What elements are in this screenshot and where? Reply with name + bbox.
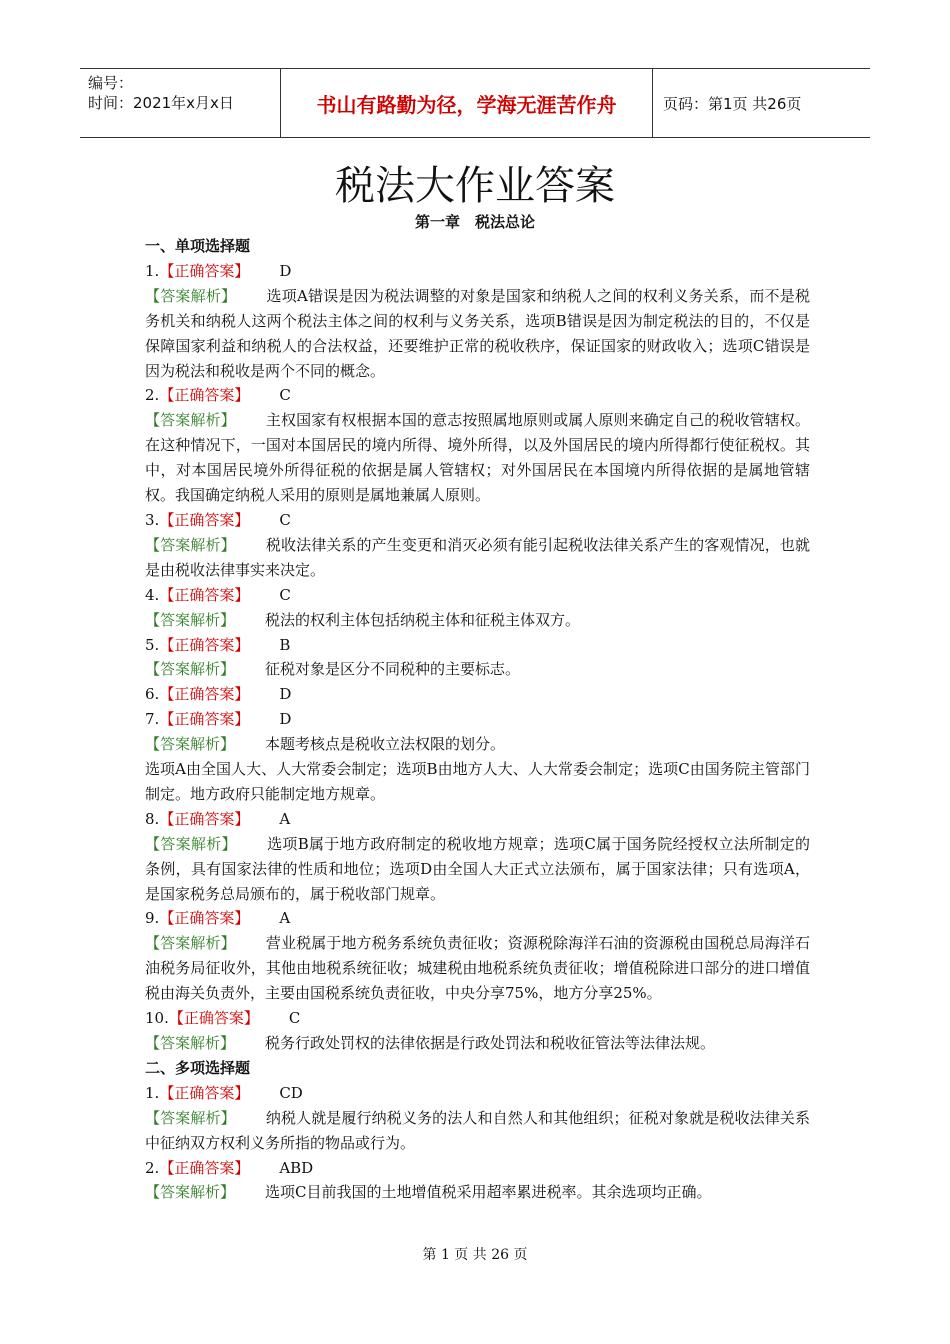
answer-label: 【正确答案】 [159,809,250,828]
answer-line [145,682,810,707]
section-heading: 二、多项选择题 [145,1058,251,1077]
header-page-info: 页码：第1页 共26页 [663,94,802,113]
answer-value: C [279,386,291,405]
answer-line [145,1081,810,1106]
question-number: 2. [145,1158,160,1177]
answer-value: D [279,261,292,280]
answer-value: C [279,585,291,604]
analysis-paragraph [145,931,810,1006]
analysis-text: 税收法律关系的产生变更和消灭必须有能引起税收法律关系产生的客观情况，也就是由税收法律事实来决定。 [145,535,810,579]
answer-label: 【正确答案】 [159,585,250,604]
answer-value: CD [279,1083,303,1102]
header-motto: 书山有路勤为径，学海无涯苦作舟 [280,69,653,137]
answer-value: A [279,809,291,828]
answer-label: 【正确答案】 [159,685,250,704]
analysis-label: 【答案解析】 [145,1034,236,1052]
answer-line [145,259,810,284]
analysis-text: 主权国家有权根据本国的意志按照属地原则或属人原则来确定自己的税收管辖权。在这种情况下，一国对本国居民的境内所得、境外所得，以及外国居民的境内所得都行使征税权。其中，对本国居民境外所得征税的依据是属人管辖权；对外国居民在本国境内所得依据的是属地管辖权。我国确定纳税人采用的原则是属地兼属人原则。 [145,411,810,505]
answer-label: 【正确答案】 [159,1158,250,1177]
question-number: 10. [145,1009,169,1028]
answer-value: D [279,710,292,729]
analysis-text: 征税对象是区分不同税种的主要标志。 [265,660,521,679]
question-number: 4. [145,585,160,604]
analysis-label: 【答案解析】 [145,660,236,679]
analysis-text: 本题考核点是税收立法权限的划分。 [265,735,506,754]
answer-value: C [288,1009,301,1028]
analysis-label: 【答案解析】 [145,735,236,754]
analysis-paragraph [145,1106,810,1156]
answer-value: ABD [279,1158,314,1177]
document-title: 税法大作业答案 [335,163,615,209]
answer-line [145,383,810,408]
question-number: 1. [145,261,160,280]
analysis-text: 税务行政处罚权的法律依据是行政处罚法和税收征管法等法律法规。 [265,1034,716,1052]
analysis-paragraph [145,608,810,633]
analysis-extra: 选项A由全国人大、人大常委会制定；选项B由地方人大、人大常委会制定；选项C由国务院主管部门制定。地方政府只能制定地方规章。 [145,760,810,803]
analysis-paragraph [145,408,810,508]
analysis-text: 选项C目前我国的土地增值税采用超率累进税率。其余选项均正确。 [265,1183,712,1202]
analysis-text: 营业税属于地方税务系统负责征收；资源税除海洋石油的资源税由国税总局海洋石油税务局征收外，其他由地税系统征收；城建税由地税系统负责征收；增值税除进口部分的进口增值税由海关负责外，主要由国税系统负责征收，中央分享75%，地方分享25%。 [145,934,810,1003]
analysis-paragraph [145,832,810,907]
analysis-text: 选项A错误是因为税法调整的对象是国家和纳税人之间的权利义务关系，而不是税务机关和纳税人这两个税法主体之间的权利与义务关系，选项B错误是因为制定税法的目的，不仅是保障国家利益和纳税人的合法权益，还要维护正常的税收秩序，保证国家的财政收入；选项C错误是因为税法和税收是两个不同的概念。 [145,286,810,380]
analysis-paragraph [145,1031,810,1056]
question-number: 3. [145,510,160,529]
analysis-text: 选项B属于地方政府制定的税收地方规章；选项C属于国务院经授权立法所制定的条例，具有国家法律的性质和地位；选项D由全国人大正式立法颁布，属于国家法律；只有选项A，是国家税务总局颁布的，属于税收部门规章。 [145,834,810,903]
analysis-paragraph [145,657,810,682]
answer-value: D [279,685,292,704]
question-number: 9. [145,909,160,928]
analysis-label: 【答案解析】 [145,535,236,554]
analysis-paragraph [145,732,810,757]
answer-label: 【正确答案】 [159,1083,250,1102]
answer-value: B [279,635,291,654]
section-heading: 一、单项选择题 [145,237,251,255]
answer-line [145,508,810,533]
answer-label: 【正确答案】 [159,710,250,729]
question-number: 6. [145,685,160,704]
answer-line [145,583,810,608]
answer-value: C [279,510,291,529]
date-label: 时间：2021年x月x日 [88,94,234,112]
answer-line [145,1156,810,1181]
document-header [80,68,870,138]
question-number: 8. [145,809,160,828]
analysis-label: 【答案解析】 [145,286,237,305]
answer-label: 【正确答案】 [168,1009,259,1028]
answer-line [145,807,810,832]
analysis-text: 纳税人就是履行纳税义务的法人和自然人和其他组织；征税对象就是税收法律关系中征纳双方权利义务所指的物品或行为。 [145,1108,810,1152]
answer-line [145,1006,810,1031]
chapter-title: 第一章 税法总论 [414,213,535,231]
analysis-text: 税法的权利主体包括纳税主体和征税主体双方。 [265,610,581,629]
question-number: 1. [145,1083,160,1102]
header-meta [80,69,280,137]
answer-label: 【正确答案】 [159,909,250,928]
answer-label: 【正确答案】 [159,635,250,654]
analysis-label: 【答案解析】 [145,1108,236,1127]
number-label: 编号： [88,74,134,92]
answer-line [145,707,810,732]
analysis-paragraph [145,1180,810,1205]
analysis-paragraph [145,533,810,583]
answer-value: A [279,909,291,928]
analysis-label: 【答案解析】 [145,834,237,853]
analysis-label: 【答案解析】 [145,1183,236,1202]
answer-label: 【正确答案】 [159,386,250,405]
question-number: 5. [145,635,160,654]
answer-label: 【正确答案】 [159,510,250,529]
answer-line [145,906,810,931]
analysis-paragraph [145,284,810,384]
analysis-label: 【答案解析】 [145,934,236,953]
page-footer: 第 1 页 共 26 页 [422,1247,528,1263]
question-number: 7. [145,710,160,729]
document-body [145,234,810,1205]
analysis-label: 【答案解析】 [145,610,236,629]
answer-label: 【正确答案】 [159,261,250,280]
answer-line [145,633,810,658]
analysis-label: 【答案解析】 [145,411,236,430]
question-number: 2. [145,386,160,405]
